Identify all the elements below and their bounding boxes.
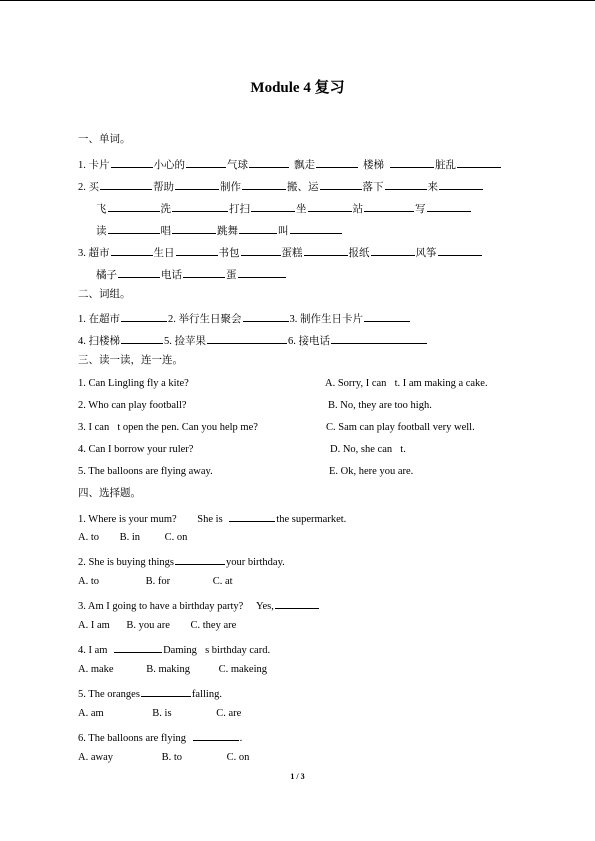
question-text: Daming s birthday card. — [163, 645, 271, 656]
answer-blank[interactable] — [229, 510, 275, 522]
option-a[interactable]: A. I am — [78, 620, 110, 631]
word: 读 — [96, 226, 107, 237]
answer-blank[interactable] — [175, 178, 219, 190]
question-text: . — [239, 733, 243, 744]
section-heading-match: 三、读一读，连一连。 — [78, 355, 183, 366]
word: 站 — [352, 204, 363, 215]
answer-blank[interactable] — [108, 200, 160, 212]
options-2 — [78, 575, 233, 589]
word: 落下 — [362, 182, 384, 193]
option-b[interactable]: B. you are — [126, 620, 170, 631]
word: 搬、运 — [287, 182, 319, 193]
word: 洗 — [160, 204, 171, 215]
option-b[interactable]: B. in — [119, 532, 141, 543]
option-b[interactable]: B. for — [145, 576, 171, 587]
answer-blank[interactable] — [111, 156, 153, 168]
answer-blank[interactable] — [176, 244, 218, 256]
answer-blank[interactable] — [457, 156, 501, 168]
phrases-row-2 — [78, 332, 428, 349]
word: 脏乱 — [435, 160, 456, 171]
word: 来 — [427, 182, 438, 193]
phrases-row-1 — [78, 310, 411, 327]
word: 蛋 — [226, 270, 237, 281]
words-row-2 — [78, 178, 484, 195]
answer-blank[interactable] — [304, 244, 348, 256]
answer-blank[interactable] — [207, 332, 287, 344]
match-right-e: E. Ok, here you are. — [329, 466, 414, 477]
word: 卡片 — [88, 160, 110, 171]
answer-blank[interactable] — [251, 200, 295, 212]
answer-blank[interactable] — [243, 310, 289, 322]
words-row-2c — [96, 222, 343, 239]
answer-blank[interactable] — [141, 685, 191, 697]
question-text: 5. The oranges — [78, 689, 140, 700]
question-text: 6. The balloons are flying — [78, 733, 186, 744]
answer-blank[interactable] — [331, 332, 427, 344]
options-3 — [78, 619, 236, 633]
options-5 — [78, 707, 241, 721]
answer-blank[interactable] — [175, 553, 225, 565]
answer-blank[interactable] — [183, 266, 225, 278]
question-1 — [78, 510, 346, 527]
answer-blank[interactable] — [364, 200, 414, 212]
section-heading-choice: 四、选择题。 — [78, 488, 141, 499]
word: 跳舞 — [217, 226, 238, 237]
word: 电话 — [161, 270, 182, 281]
word: 坐 — [296, 204, 307, 215]
word: 报纸 — [348, 248, 370, 259]
page-title: Module 4 复习 — [250, 80, 345, 96]
question-text: Yes, — [255, 601, 274, 612]
option-b[interactable]: B. making — [146, 664, 190, 675]
answer-blank[interactable] — [121, 310, 167, 322]
option-b[interactable]: B. is — [152, 708, 172, 719]
word: 生日 — [153, 248, 175, 259]
options-1 — [78, 531, 187, 545]
answer-blank[interactable] — [371, 244, 415, 256]
answer-blank[interactable] — [427, 200, 471, 212]
option-c[interactable]: C. makeing — [218, 664, 267, 675]
answer-blank[interactable] — [118, 266, 160, 278]
option-a[interactable]: A. to — [78, 576, 99, 587]
answer-blank[interactable] — [308, 200, 352, 212]
question-text: 1. Where is your mum? — [78, 514, 177, 525]
answer-blank[interactable] — [438, 244, 482, 256]
answer-blank[interactable] — [275, 597, 319, 609]
answer-blank[interactable] — [385, 178, 427, 190]
answer-blank[interactable] — [239, 222, 277, 234]
words-row-2b — [96, 200, 472, 217]
question-text: She is — [197, 514, 223, 525]
answer-blank[interactable] — [172, 200, 228, 212]
section-heading-phrases: 二、词组。 — [78, 289, 131, 300]
word: 打扫 — [229, 204, 250, 215]
question-2 — [78, 553, 285, 570]
option-c[interactable]: C. on — [164, 532, 188, 543]
option-b[interactable]: B. to — [161, 752, 183, 763]
options-4 — [78, 663, 267, 677]
answer-blank[interactable] — [172, 222, 216, 234]
answer-blank[interactable] — [242, 178, 286, 190]
page-number: 1 / 3 — [290, 772, 305, 781]
answer-blank[interactable] — [241, 244, 281, 256]
question-5 — [78, 685, 222, 702]
option-c[interactable]: C. are — [216, 708, 242, 719]
phrase: 6. 接电话 — [288, 336, 330, 347]
row-number: 3. — [78, 248, 86, 259]
match-right-c: C. Sam can play football very well. — [326, 422, 475, 433]
question-text: 2. She is buying things — [78, 557, 174, 568]
words-row-3b — [96, 266, 287, 283]
question-text: 4. I am — [78, 645, 108, 656]
word: 蛋糕 — [281, 248, 303, 259]
word: 帮助 — [153, 182, 174, 193]
phrase: 5. 捡苹果 — [164, 336, 206, 347]
words-row-1 — [78, 156, 502, 173]
answer-blank[interactable] — [238, 266, 286, 278]
word: 飘走 — [294, 160, 315, 171]
answer-blank[interactable] — [193, 729, 239, 741]
word: 叫 — [278, 226, 289, 237]
question-3 — [78, 597, 320, 614]
option-a[interactable]: A. am — [78, 708, 104, 719]
match-left-4: 4. Can I borrow your ruler? — [78, 444, 194, 455]
phrase: 3. 制作生日卡片 — [289, 314, 363, 325]
answer-blank[interactable] — [320, 178, 362, 190]
row-number: 2. — [78, 182, 86, 193]
word: 楼梯 — [363, 160, 384, 171]
question-text: falling. — [191, 689, 222, 700]
word: 小心的 — [153, 160, 185, 171]
match-right-b: B. No, they are too high. — [328, 400, 432, 411]
word: 超市 — [88, 248, 110, 259]
answer-blank[interactable] — [111, 244, 153, 256]
option-c[interactable]: C. at — [212, 576, 233, 587]
answer-blank[interactable] — [364, 310, 410, 322]
question-text: the supermarket. — [276, 514, 347, 525]
word: 气球 — [227, 160, 248, 171]
phrase: 1. 在超市 — [78, 314, 120, 325]
option-c[interactable]: C. on — [226, 752, 250, 763]
answer-blank[interactable] — [121, 332, 163, 344]
question-6 — [78, 729, 242, 746]
answer-blank[interactable] — [316, 156, 358, 168]
answer-blank[interactable] — [390, 156, 434, 168]
question-4 — [78, 641, 270, 658]
word: 书包 — [218, 248, 240, 259]
word: 买 — [88, 182, 99, 193]
word: 风筝 — [415, 248, 437, 259]
match-right-a: A. Sorry, I can t. I am making a cake. — [325, 378, 488, 389]
match-left-5: 5. The balloons are flying away. — [78, 466, 213, 477]
match-left-3: 3. I can t open the pen. Can you help me? — [78, 422, 258, 433]
match-left-1: 1. Can Lingling fly a kite? — [78, 378, 189, 389]
question-text: 3. Am I going to have a birthday party? — [78, 601, 244, 612]
answer-blank[interactable] — [100, 178, 152, 190]
option-a[interactable]: A. to — [78, 532, 99, 543]
answer-blank[interactable] — [249, 156, 289, 168]
answer-blank[interactable] — [186, 156, 226, 168]
option-a[interactable]: A. away — [78, 752, 113, 763]
word: 橘子 — [96, 270, 117, 281]
row-number: 1. — [78, 160, 86, 171]
word: 写 — [415, 204, 426, 215]
match-left-2: 2. Who can play football? — [78, 400, 187, 411]
options-6 — [78, 751, 249, 765]
option-a[interactable]: A. make — [78, 664, 114, 675]
word: 唱 — [160, 226, 171, 237]
answer-blank[interactable] — [290, 222, 342, 234]
top-rule — [0, 0, 595, 1]
words-row-3 — [78, 244, 483, 261]
answer-blank[interactable] — [439, 178, 483, 190]
word: 制作 — [220, 182, 241, 193]
answer-blank[interactable] — [108, 222, 160, 234]
question-text: your birthday. — [225, 557, 285, 568]
phrase: 4. 扫楼梯 — [78, 336, 120, 347]
phrase: 2. 举行生日聚会 — [168, 314, 242, 325]
option-c[interactable]: C. they are — [190, 620, 237, 631]
match-right-d: D. No, she can t. — [330, 444, 406, 455]
word: 飞 — [96, 204, 107, 215]
section-heading-words: 一、单词。 — [78, 134, 131, 145]
answer-blank[interactable] — [114, 641, 162, 653]
